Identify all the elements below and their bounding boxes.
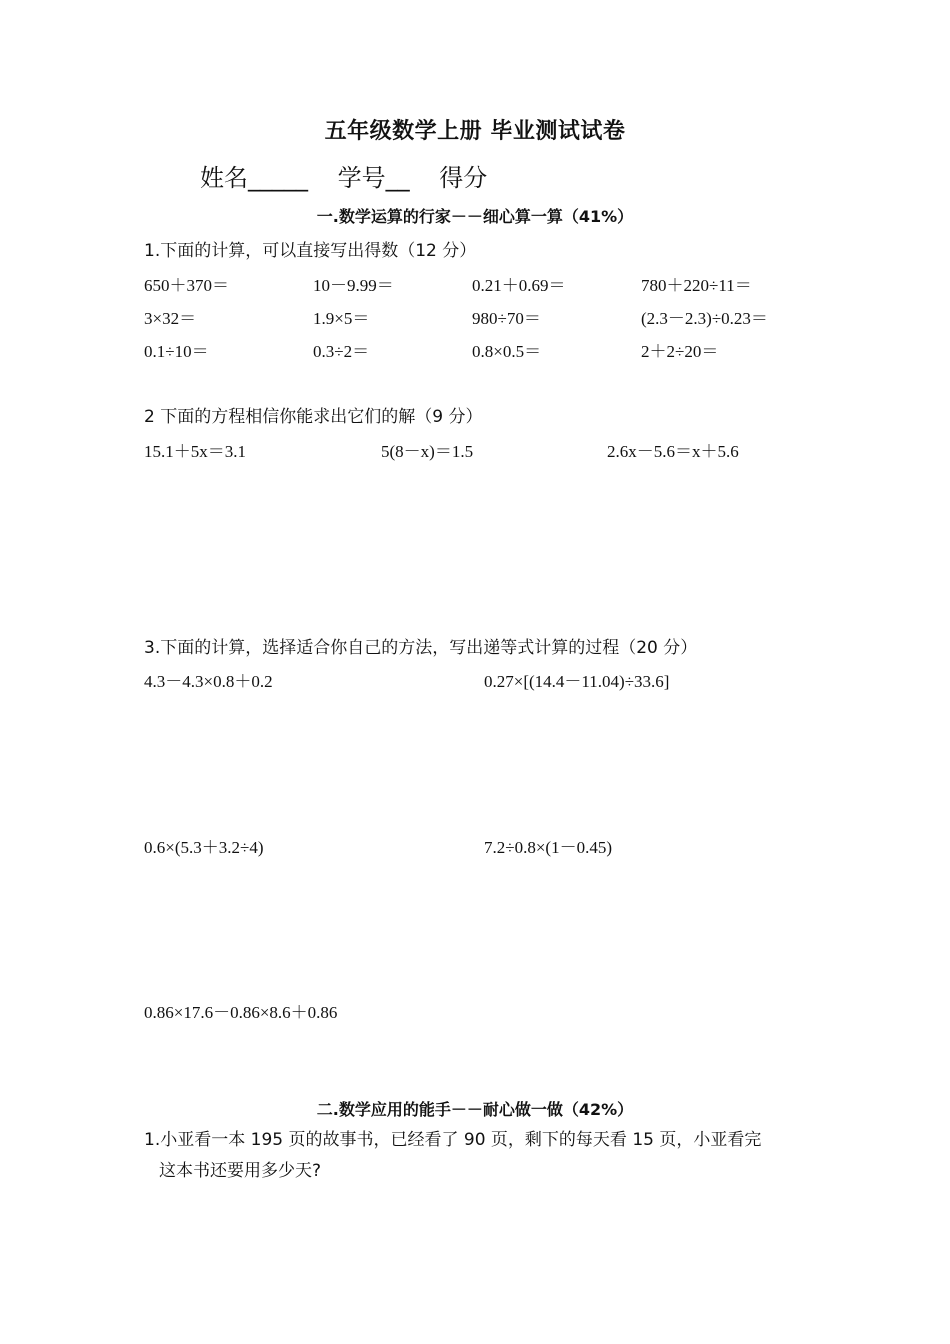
equation: 2.6x－5.6＝x＋5.6 xyxy=(607,442,739,461)
q1-item: 980÷70＝ xyxy=(472,309,541,328)
score-field: 得分 xyxy=(439,164,488,192)
equation: 15.1＋5x＝3.1 xyxy=(144,442,246,461)
equation: 5(8－x)＝1.5 xyxy=(381,442,474,461)
name-field: 姓名_____ xyxy=(200,164,308,192)
section-1-heading: 一.数学运算的行家－－细心算一算（41%） xyxy=(316,207,634,226)
q1-item: 0.1÷10＝ xyxy=(144,342,209,361)
question-2-heading: 2 下面的方程相信你能求出它们的解（9 分） xyxy=(144,407,483,427)
q1-item: 10－9.99＝ xyxy=(313,276,394,295)
q1-item: 650＋370＝ xyxy=(144,276,229,295)
q3-item: 0.86×17.6－0.86×8.6＋0.86 xyxy=(144,1003,338,1022)
q1-item: 2＋2÷20＝ xyxy=(641,342,719,361)
page-title: 五年级数学上册 毕业测试试卷 xyxy=(324,119,626,144)
q1-item: 1.9×5＝ xyxy=(313,309,370,328)
q1-item: 3×32＝ xyxy=(144,309,197,328)
q3-item: 0.27×[(14.4－11.04)÷33.6] xyxy=(484,672,670,691)
question-1-heading: 1.下面的计算，可以直接写出得数（12 分） xyxy=(144,241,477,261)
q1-item: 0.8×0.5＝ xyxy=(472,342,542,361)
q1-item: 0.3÷2＝ xyxy=(313,342,370,361)
word-problem-1-line-2: 这本书还要用多少天? xyxy=(159,1161,322,1181)
word-problem-1-line-1: 1.小亚看一本 195 页的故事书，已经看了 90 页，剩下的每天看 15 页，小亚看完 xyxy=(144,1130,762,1150)
q1-item: 0.21＋0.69＝ xyxy=(472,276,566,295)
q3-item: 0.6×(5.3＋3.2÷4) xyxy=(144,838,264,857)
question-3-heading: 3.下面的计算，选择适合你自己的方法，写出递等式计算的过程（20 分） xyxy=(144,638,698,658)
section-2-heading: 二.数学应用的能手－－耐心做一做（42%） xyxy=(316,1100,634,1119)
student-number-field: 学号__ xyxy=(337,164,410,192)
q3-item: 7.2÷0.8×(1－0.45) xyxy=(484,838,612,857)
q1-item: (2.3－2.3)÷0.23＝ xyxy=(641,309,768,328)
q1-item: 780＋220÷11＝ xyxy=(641,276,752,295)
q3-item: 4.3－4.3×0.8＋0.2 xyxy=(144,672,273,691)
header-fields xyxy=(200,158,509,193)
